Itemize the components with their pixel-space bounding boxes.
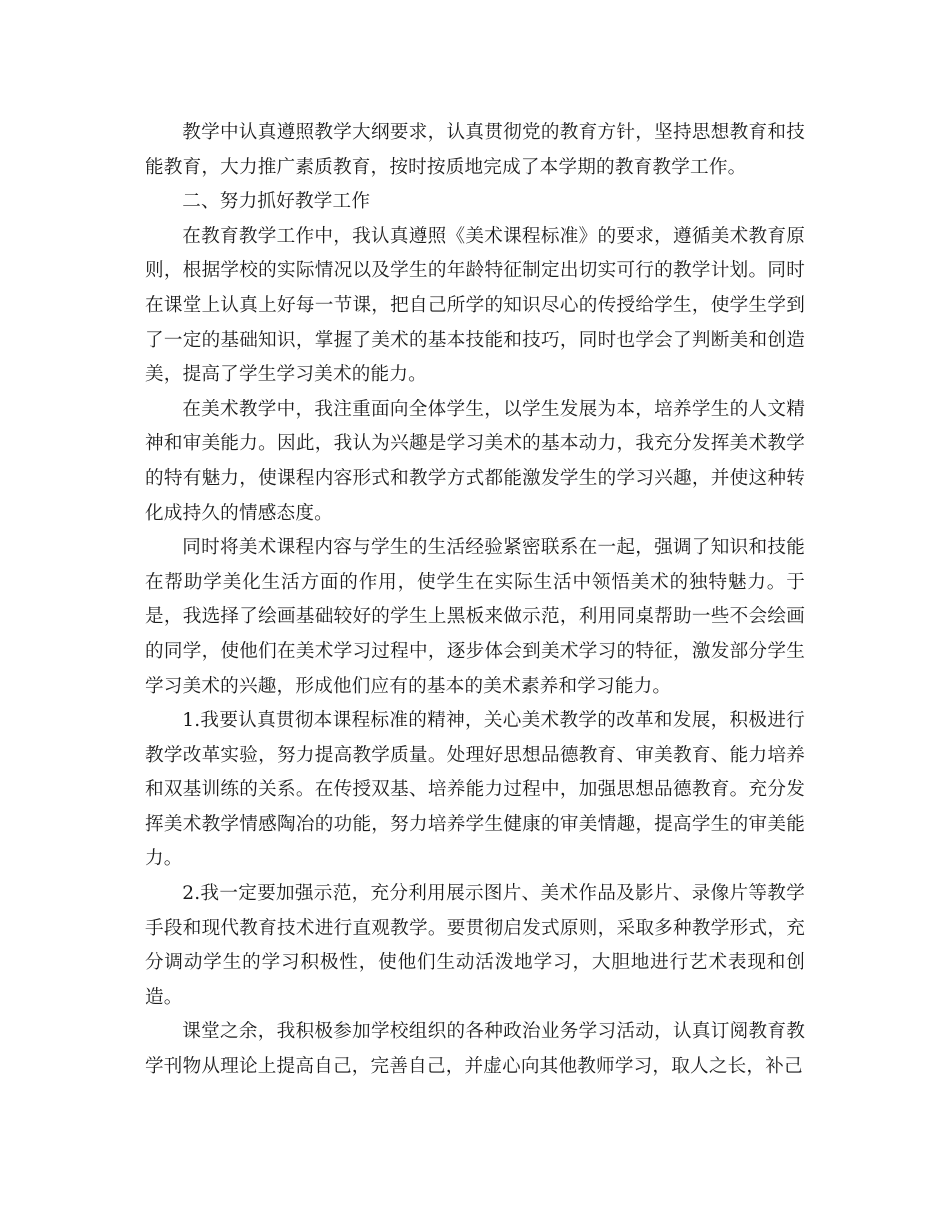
- paragraph-2: 在教育教学工作中，我认真遵照《美术课程标准》的要求，遵循美术教育原则，根据学校的实际情况以及学生的年龄特征制定出切实可行的教学计划。同时在课堂上认真上好每一节课，把自己所学的知识尽心的传授给学生，使学生学到了一定的基础知识，掌握了美术的基本技能和技巧，同时也学会了判断美和创造美，提高了学生学习美术的能力。: [145, 225, 805, 386]
- section-heading: 二、努力抓好教学工作: [182, 191, 371, 213]
- paragraph-4: 同时将美术课程内容与学生的生活经验紧密联系在一起，强调了知识和技能在帮助学美化生活方面的作用，使学生在实际生活中领悟美术的独特魅力。于是，我选择了绘画基础较好的学生上黑板来做示范，利用同桌帮助一些不会绘画的同学，使他们在美术学习过程中，逐步体会到美术学习的特征，激发部分学生学习美术的兴趣，形成他们应有的基本的美术素养和学习能力。: [145, 537, 805, 697]
- paragraph-5: 1.我要认真贯彻本课程标准的精神，关心美术教学的改革和发展，积极进行教学改革实验，努力提高教学质量。处理好思想品德教育、审美教育、能力培养和双基训练的关系。在传授双基、培养能力过程中，加强思想品德教育。充分发挥美术教学情感陶冶的功能，努力培养学生健康的审美情趣，提高学生的审美能力。: [145, 710, 805, 870]
- paragraph-6: 2.我一定要加强示范，充分利用展示图片、美术作品及影片、录像片等教学手段和现代教育技术进行直观教学。要贯彻启发式原则，采取多种教学形式，充分调动学生的学习积极性，使他们生动活泼地学习，大胆地进行艺术表现和创造。: [145, 883, 805, 1008]
- paragraph-1: 教学中认真遵照教学大纲要求，认真贯彻党的教育方针，坚持思想教育和技能教育，大力推广素质教育，按时按质地完成了本学期的教育教学工作。: [145, 122, 805, 178]
- paragraph-3: 在美术教学中，我注重面向全体学生，以学生发展为本，培养学生的人文精神和审美能力。因此，我认为兴趣是学习美术的基本动力，我充分发挥美术教学的特有魅力，使课程内容形式和教学方式都能激发学生的学习兴趣，并使这种转化成持久的情感态度。: [145, 398, 805, 524]
- document-body: [145, 116, 805, 1085]
- paragraph-7: 课堂之余，我积极参加学校组织的各种政治业务学习活动，认真订阅教育教学刊物从理论上提高自己，完善自己，并虚心向其他教师学习，取人之长，补己: [145, 1021, 805, 1078]
